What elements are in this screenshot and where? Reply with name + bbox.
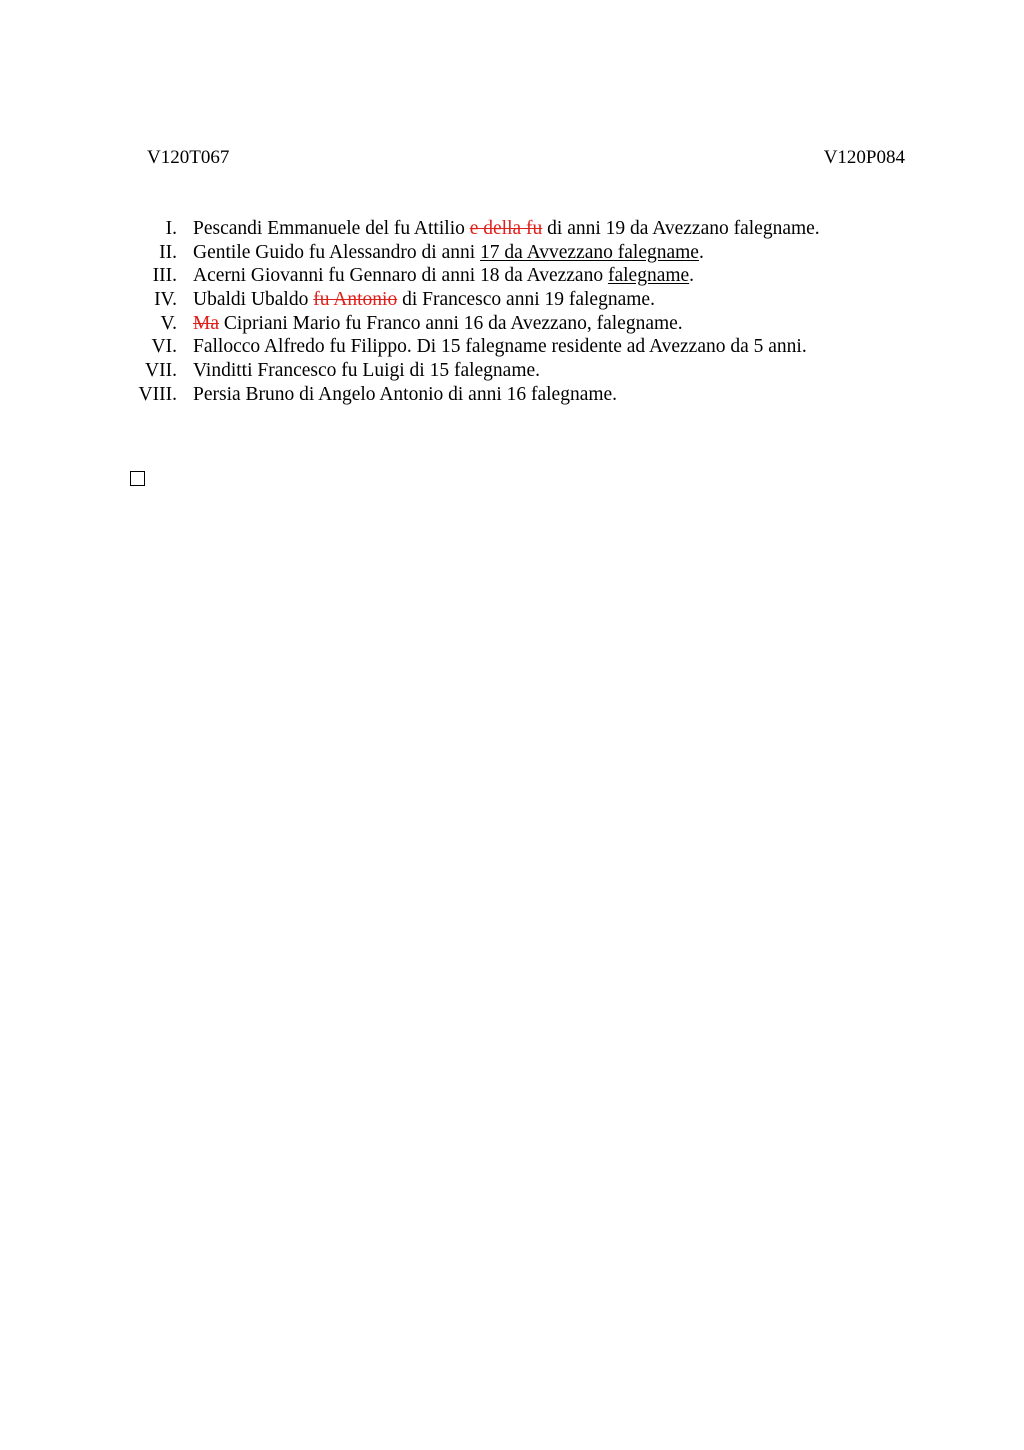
text-segment: Acerni Giovanni fu Gennaro di anni 18 da Avezzano: [193, 265, 608, 287]
document-code-right: V120P084: [823, 147, 905, 168]
text-segment: Pescandi Emmanuele del fu Attilio: [193, 218, 470, 239]
list-item-numeral: II.: [159, 241, 177, 263]
text-segment: .: [689, 265, 695, 287]
deleted-text: fu Antonio: [313, 289, 398, 311]
list-item-numeral: III.: [152, 265, 177, 287]
list-item: [120, 217, 920, 241]
list-item-numeral: VII.: [145, 360, 177, 382]
checkbox[interactable]: [130, 471, 145, 486]
deleted-text: e della fu: [469, 218, 543, 239]
list-item-numeral: VIII.: [138, 383, 177, 405]
list-item: [120, 383, 920, 407]
text-segment: Gentile Guido fu Alessandro di anni: [193, 241, 481, 263]
list-item-numeral: VI.: [151, 336, 177, 358]
list-item: [120, 312, 920, 336]
list-item-numeral: I.: [165, 218, 177, 239]
underlined-text: 17 da Avvezzano falegname: [480, 241, 699, 263]
list-item-text: [193, 241, 704, 265]
document-code-left: V120T067: [147, 147, 230, 168]
text-segment: Cipriani Mario fu Franco anni 16 da Avezzano, falegname.: [219, 312, 683, 334]
list-item-text: [193, 335, 807, 359]
text-segment: .: [698, 241, 704, 263]
underlined-text: falegname: [607, 265, 690, 287]
page-header: [147, 147, 905, 171]
list-item: [120, 264, 920, 288]
list-item: [120, 288, 920, 312]
text-segment: di Francesco anni 19 falegname.: [397, 289, 655, 311]
text-segment: Vinditti Francesco fu Luigi di 15 falegname.: [193, 360, 541, 382]
text-segment: di anni 19 da Avezzano falegname.: [542, 218, 820, 239]
list-item: [120, 241, 920, 265]
list-item-text: [193, 383, 617, 407]
list-item: [120, 359, 920, 383]
text-segment: Persia Bruno di Angelo Antonio di anni 16 falegname.: [193, 383, 618, 405]
list-item-text: [193, 288, 655, 312]
list-item-numeral: V.: [160, 312, 177, 334]
list-item: [120, 335, 920, 359]
list-item-text: [193, 312, 683, 336]
entry-list: [120, 217, 920, 407]
text-segment: Ubaldi Ubaldo: [193, 289, 314, 311]
list-item-numeral: IV.: [154, 289, 177, 311]
list-item-text: [193, 217, 820, 241]
list-item-text: [193, 359, 540, 383]
text-segment: Fallocco Alfredo fu Filippo. Di 15 falegname residente ad Avezzano da 5 anni.: [193, 336, 807, 358]
deleted-text: Ma: [193, 312, 219, 334]
list-item-text: [193, 264, 694, 288]
